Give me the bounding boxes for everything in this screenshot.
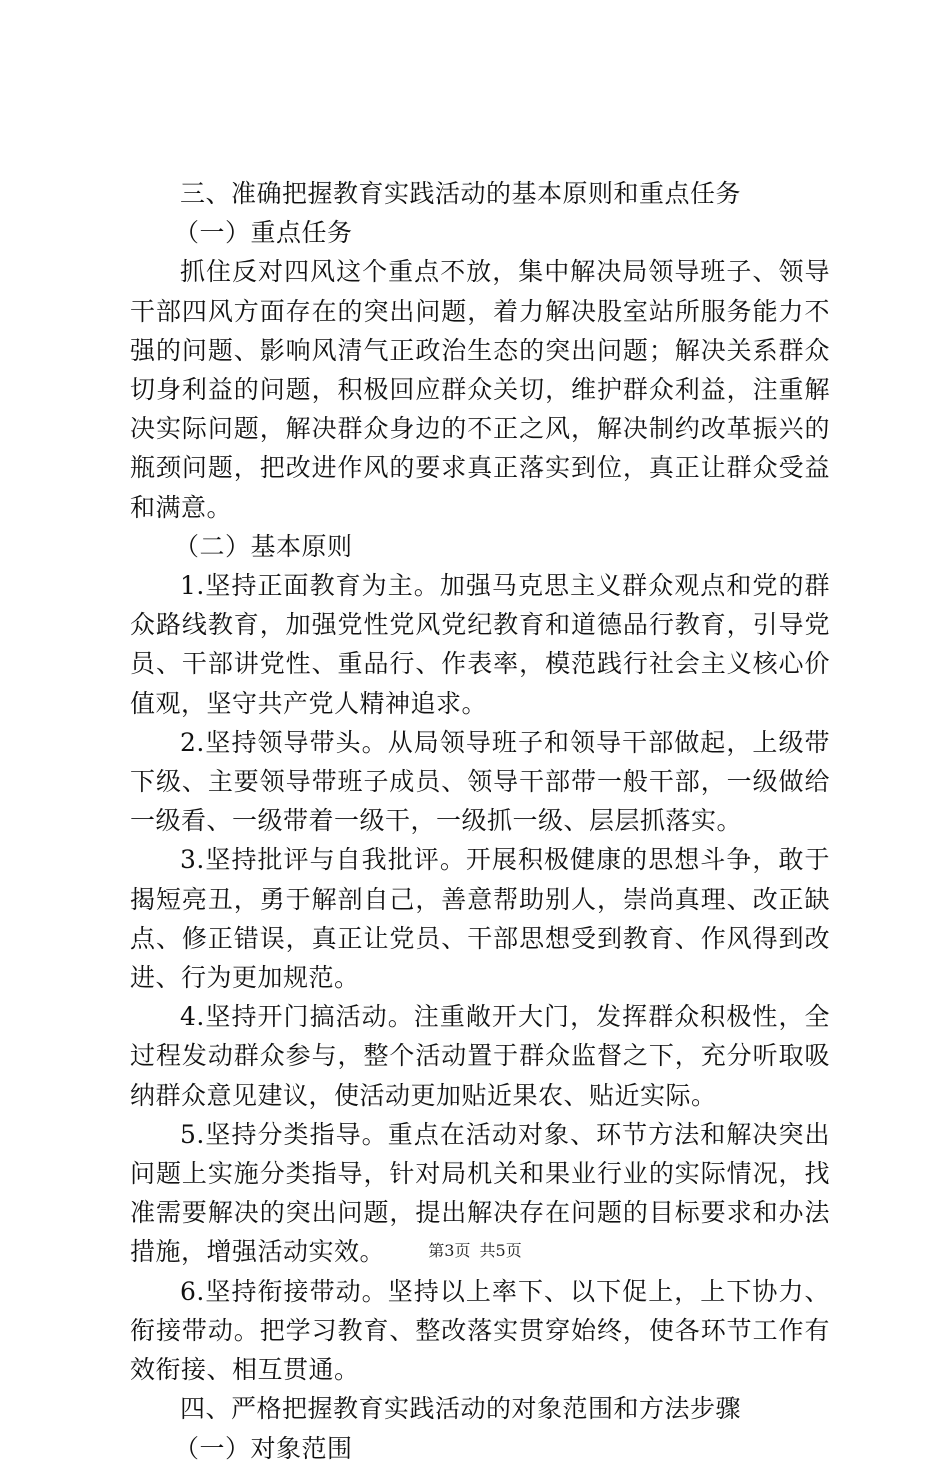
paragraph-principle-6: 6.坚持衔接带动。坚持以上率下、以下促上，上下协力、衔接带动。把学习教育、整改落实贯穿始终，使各环节工作有效衔接、相互贯通。	[130, 1276, 830, 1385]
page-number: 第3页	[428, 1241, 471, 1260]
paragraph-principle-3: 3.坚持批评与自我批评。开展积极健康的思想斗争，敢于揭短亮丑，勇于解剖自己，善意帮助别人，崇尚真理、改正缺点、修正错误，真正让党员、干部思想受到教育、作风得到改进、行为更加规范。	[130, 845, 830, 993]
document-body	[130, 174, 830, 1468]
section-heading-4: 四、严格把握教育实践活动的对象范围和方法步骤	[180, 1394, 742, 1424]
section-heading-3: 三、准确把握教育实践活动的基本原则和重点任务	[180, 179, 742, 208]
paragraph-principle-2: 2.坚持领导带头。从局领导班子和领导干部做起，上级带下级、主要领导带班子成员、领导干部带一般干部，一级做给一级看、一级带着一级干，一级抓一级、层层抓落实。	[130, 727, 830, 836]
subsection-heading-key-tasks: （一）重点任务	[174, 218, 353, 248]
paragraph-key-tasks: 抓住反对四风这个重点不放，集中解决局领导班子、领导干部四风方面存在的突出问题，着力解决股室站所服务能力不强的问题、影响风清气正政治生态的突出问题；解决关系群众切身利益的问题，积极回应群众关切，维护群众利益，注重解决实际问题，解决群众身边的不正之风，解决制约改革振兴的瓶颈问题，把改进作风的要求真正落实到位，真正让群众受益和满意。	[130, 257, 830, 522]
page-footer	[0, 1238, 950, 1261]
paragraph-principle-5: 5.坚持分类指导。重点在活动对象、环节方法和解决突出问题上实施分类指导，针对局机关和果业行业的实际情况，找准需要解决的突出问题，提出解决存在问题的目标要求和办法措施，增强活动实效。	[130, 1119, 830, 1267]
subsection-heading-principles: （二）基本原则	[174, 531, 353, 561]
subsection-heading-scope: （一）对象范围	[174, 1433, 353, 1463]
paragraph-principle-4: 4.坚持开门搞活动。注重敞开大门，发挥群众积极性，全过程发动群众参与，整个活动置于群众监督之下，充分听取吸纳群众意见建议，使活动更加贴近果农、贴近实际。	[130, 1002, 830, 1110]
paragraph-principle-1: 1.坚持正面教育为主。加强马克思主义群众观点和党的群众路线教育，加强党性党风党纪教育和道德品行教育，引导党员、干部讲党性、重品行、作表率，模范践行社会主义核心价值观，坚守共产党人精神追求。	[130, 571, 830, 718]
page-total: 共5页	[479, 1241, 522, 1260]
